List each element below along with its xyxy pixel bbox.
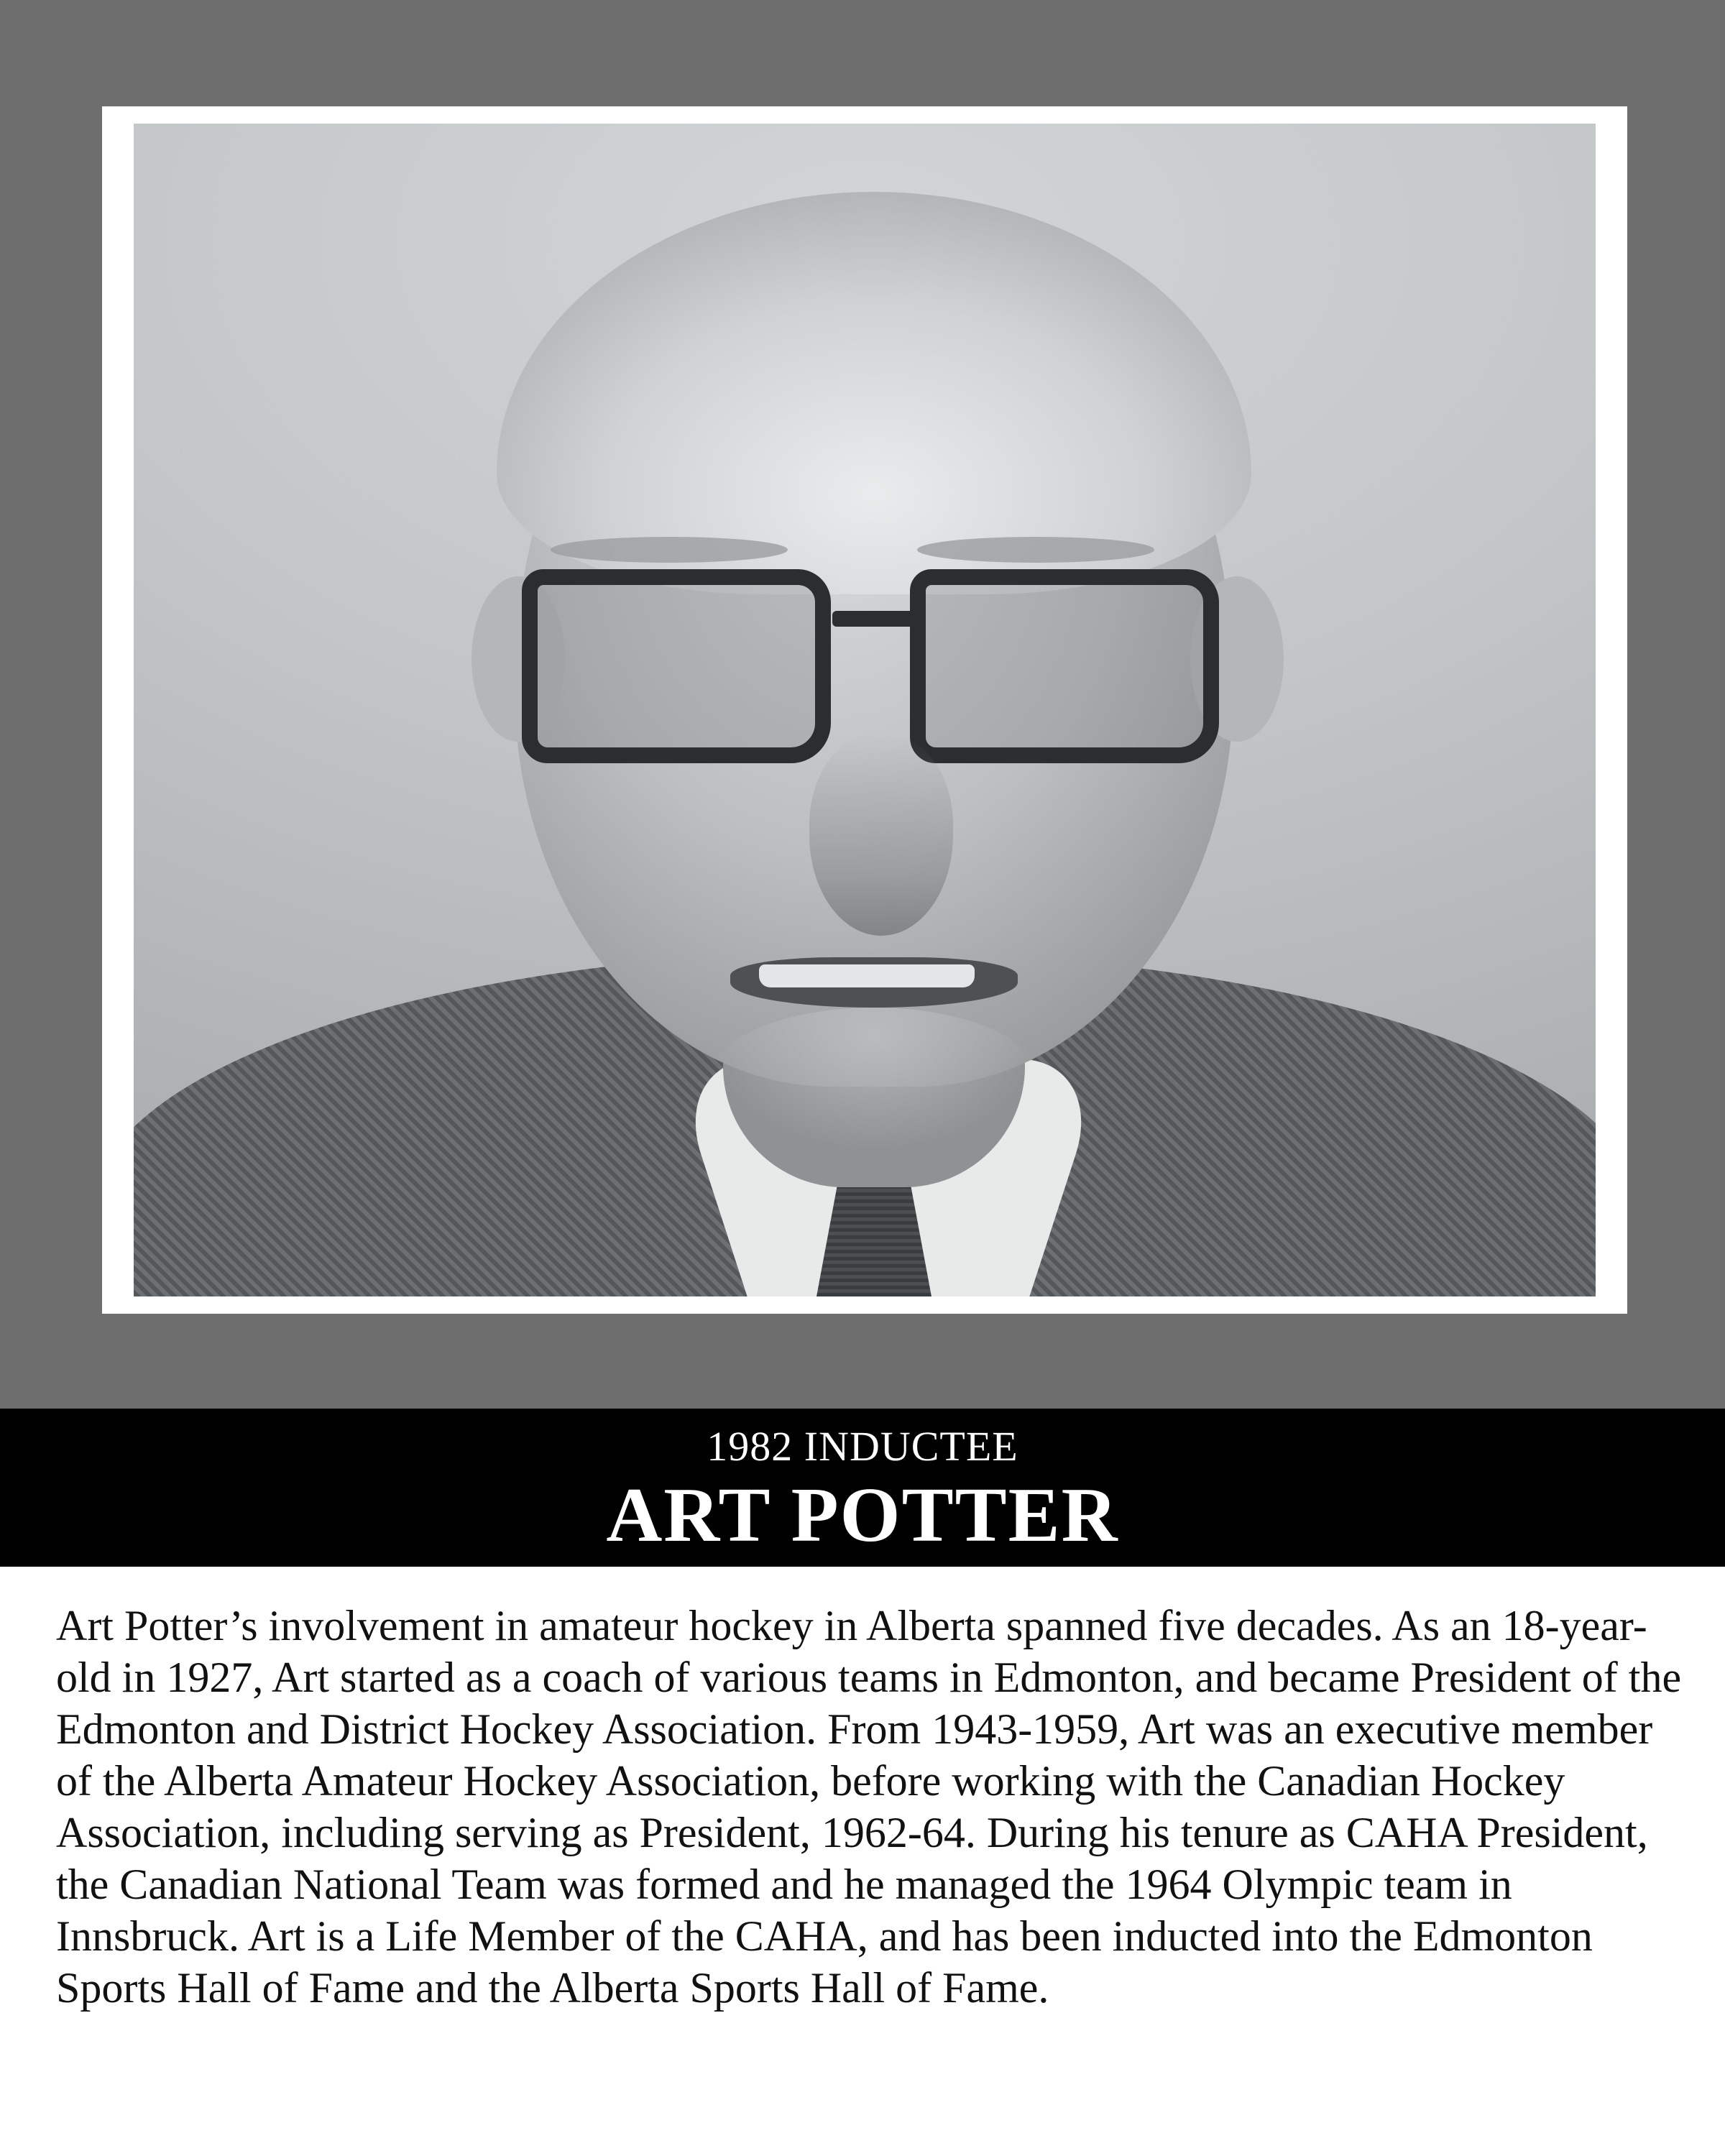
- mouth-shape: [730, 957, 1018, 1008]
- eyebrow-right-shape: [917, 537, 1154, 563]
- biography-text: Art Potter’s involvement in amateur hockey in Alberta spanned five decades. As an 18-year-old in 1927, Art started as a coach of various teams in Edmonton, and became President of the Edmonton and District Hockey Association. From 1943-1959, Art was an executive member of the Alberta Amateur Hockey Association, before working with the Canadian Hockey Association, including serving as President, 1962-64. During his tenure as CAHA President, the Canadian National Team was formed and he managed the 1964 Olympic team in Innsbruck. Art is a Life Member of the CAHA, and has been inducted into the Edmonton Sports Hall of Fame and the Alberta Sports Hall of Fame.: [56, 1602, 1693, 2012]
- teeth-shape: [759, 964, 975, 987]
- inductee-name-heading: ART POTTER: [606, 1473, 1119, 1558]
- nose-shape: [809, 734, 953, 936]
- inductee-portrait-photo: [134, 124, 1596, 1296]
- eyeglass-bridge: [832, 611, 916, 627]
- eyeglass-lens-left: [522, 569, 831, 763]
- biography-panel: [0, 1567, 1725, 2156]
- title-bar: [0, 1409, 1725, 1567]
- eyeglass-lens-right: [910, 569, 1219, 763]
- eyebrow-left-shape: [551, 537, 788, 563]
- chin-shape: [709, 1008, 1039, 1151]
- photo-mat: [102, 106, 1627, 1314]
- inductee-year-label: 1982 INDUCTEE: [707, 1423, 1018, 1470]
